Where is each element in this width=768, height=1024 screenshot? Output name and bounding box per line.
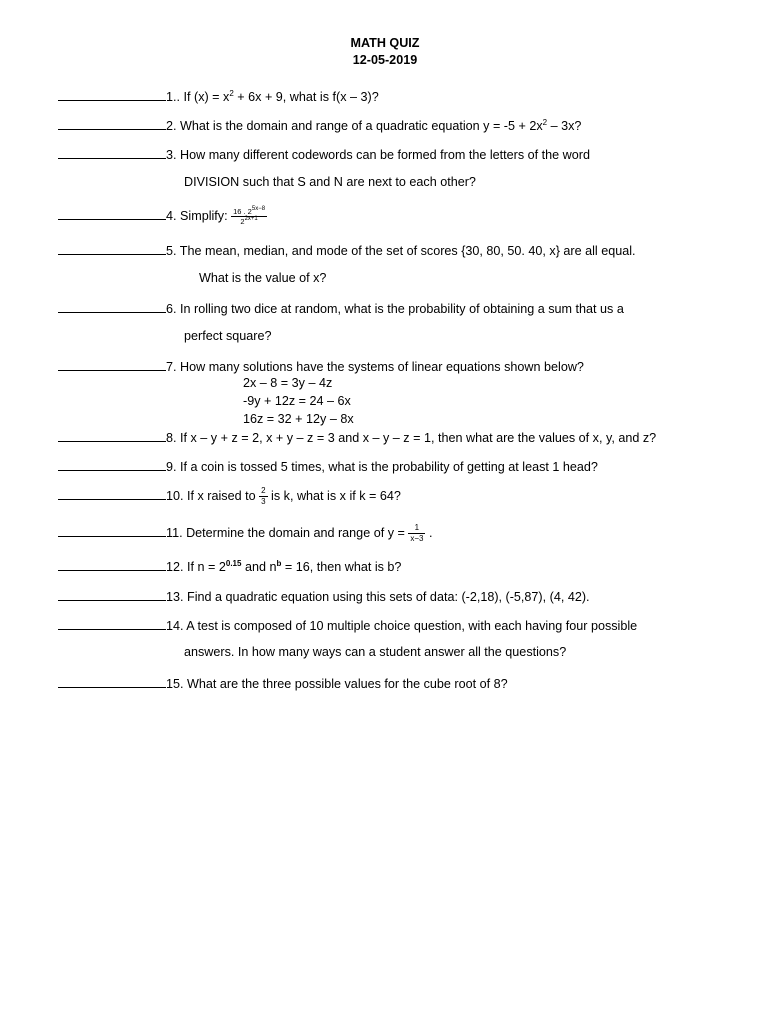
question-11-fraction <box>408 524 425 543</box>
answer-blank-3[interactable] <box>58 146 166 159</box>
q4-denominator-exponent: 2x+1 <box>244 216 258 223</box>
answer-blank-1[interactable] <box>58 88 166 101</box>
answer-blank-10[interactable] <box>58 487 166 500</box>
answer-blank-11[interactable] <box>58 524 166 537</box>
question-5-text: 5. The mean, median, and mode of the set of scores {30, 80, 50. 40, x} are all equal. <box>166 244 636 258</box>
question-1-exponent: 2 <box>229 89 234 98</box>
answer-blank-13[interactable] <box>58 588 166 601</box>
q10-denominator: 3 <box>261 497 266 507</box>
question-6-text: 6. In rolling two dice at random, what is the probability of obtaining a sum that us a <box>166 302 624 316</box>
question-10 <box>58 487 401 506</box>
question-15-text: 15. What are the three possible values for the cube root of 8? <box>166 677 508 691</box>
question-12-text: 12. If n = 2 <box>166 560 226 574</box>
question-4-text: 4. Simplify: <box>166 209 232 223</box>
question-3-continuation: DIVISION such that S and N are next to each other? <box>184 175 476 189</box>
question-8-text: 8. If x – y + z = 2, x + y – z = 3 and x – y – z = 1, then what are the values of x, y, and z? <box>166 431 657 445</box>
question-1-text-end: + 6x + 9, what is f(x – 3)? <box>233 90 379 104</box>
q11-denominator: x−3 <box>410 534 424 544</box>
question-12-exponent-2: b <box>276 559 282 568</box>
question-10-text: 10. If x raised to <box>166 489 260 503</box>
quiz-date: 12-05-2019 <box>352 53 418 67</box>
answer-blank-15[interactable] <box>58 675 166 688</box>
answer-blank-9[interactable] <box>58 458 166 471</box>
question-5 <box>58 242 636 258</box>
question-2-text: 2. What is the domain and range of a quadratic equation y = -5 + 2x <box>166 119 543 133</box>
q4-numerator-base: 16 . 2 <box>233 206 252 216</box>
answer-blank-6[interactable] <box>58 300 166 313</box>
question-6 <box>58 300 624 316</box>
question-12-exponent-1: 0.15 <box>225 559 242 568</box>
question-7-text: 7. How many solutions have the systems of linear equations shown below? <box>166 360 584 374</box>
question-10-text-end: is k, what is x if k = 64? <box>267 489 401 503</box>
question-13-text: 13. Find a quadratic equation using this sets of data: (-2,18), (-5,87), (4, 42). <box>166 590 590 604</box>
q4-numerator-exponent: 5x−8 <box>251 205 266 212</box>
answer-blank-12[interactable] <box>58 558 166 571</box>
q11-numerator: 1 <box>408 524 425 534</box>
question-6-continuation: perfect square? <box>184 329 272 343</box>
answer-blank-4[interactable] <box>58 207 166 220</box>
answer-blank-8[interactable] <box>58 429 166 442</box>
question-1 <box>58 88 379 104</box>
answer-blank-14[interactable] <box>58 617 166 630</box>
answer-blank-7[interactable] <box>58 358 166 371</box>
question-11-text-end: . <box>425 526 433 540</box>
question-14 <box>58 617 637 633</box>
question-3-text: 3. How many different codewords can be formed from the letters of the word <box>166 148 590 162</box>
question-2-exponent: 2 <box>542 118 548 127</box>
question-1-text: 1.. If (x) = x <box>166 90 230 104</box>
question-2-text-end: – 3x? <box>547 119 582 133</box>
question-9 <box>58 458 598 474</box>
question-7 <box>58 358 584 374</box>
question-11-text: 11. Determine the domain and range of y = <box>166 526 409 540</box>
q10-numerator: 2 <box>261 486 266 496</box>
question-12 <box>58 558 401 574</box>
question-14-continuation: answers. In how many ways can a student answer all the questions? <box>184 645 567 659</box>
question-15 <box>58 675 508 691</box>
question-13 <box>58 588 590 604</box>
question-3 <box>58 146 590 162</box>
answer-blank-2[interactable] <box>58 117 166 130</box>
question-11 <box>58 524 432 543</box>
question-12-text-end: = 16, then what is b? <box>281 560 402 574</box>
question-7-equation-3: 16z = 32 + 12y – 8x <box>243 412 354 426</box>
question-8 <box>58 429 656 445</box>
q4-denominator-base: 2 <box>240 217 245 227</box>
question-10-fraction <box>259 487 267 506</box>
question-5-continuation: What is the value of x? <box>199 271 327 285</box>
quiz-title: MATH QUIZ <box>350 36 420 50</box>
question-14-text: 14. A test is composed of 10 multiple choice question, with each having four possible <box>166 619 638 633</box>
answer-blank-5[interactable] <box>58 242 166 255</box>
question-7-equation-1: 2x – 8 = 3y – 4z <box>243 376 333 390</box>
question-2 <box>58 117 581 133</box>
question-9-text: 9. If a coin is tossed 5 times, what is the probability of getting at least 1 head? <box>166 460 598 474</box>
question-4-fraction <box>231 205 267 227</box>
question-7-equation-2: -9y + 12z = 24 – 6x <box>243 394 351 408</box>
question-4 <box>58 207 267 226</box>
question-12-text-mid: and n <box>241 560 277 574</box>
